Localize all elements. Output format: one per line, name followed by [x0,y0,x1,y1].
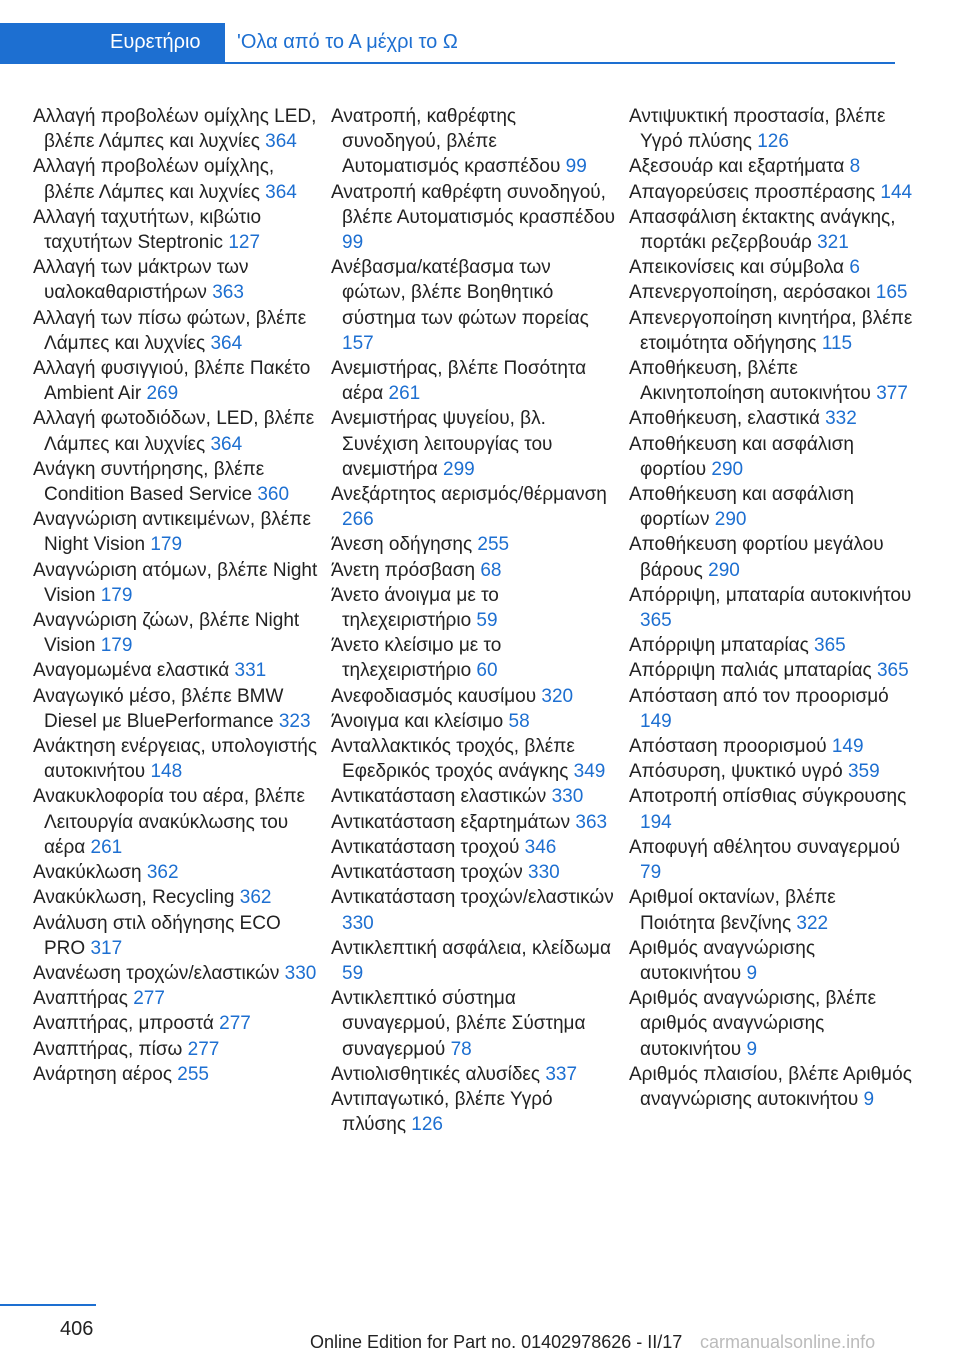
index-entry [33,684,318,734]
page-link[interactable]: 165 [875,282,908,304]
entry-text: Αντικατάσταση τροχών/ελαστικών [331,887,614,909]
entry-text: Άνοιγμα και κλείσιμο [331,710,509,732]
index-entry [331,1087,616,1137]
index-entry [629,205,914,255]
index-entry [331,532,616,557]
index-entry [629,734,914,759]
index-entry [331,936,616,986]
entry-text: Άνετο κλείσιμο με το τηλεχειριστήριο [331,635,502,682]
index-entry [629,406,914,431]
page-link[interactable]: 59 [342,962,364,984]
page-link[interactable]: 144 [880,181,913,203]
page-link[interactable]: 364 [265,131,297,153]
index-entry [629,255,914,280]
page-link[interactable]: 332 [825,408,857,430]
entry-text: Αλλαγή φυσιγγιού, βλέπε Πακέτο Ambient Air [33,358,311,405]
entry-text: Ανακύκλωση [33,862,147,884]
page-link[interactable]: 290 [708,559,740,581]
index-entry [331,180,616,256]
index-entry [331,885,616,935]
entry-text: Αλλαγή φωτοδιόδων, LED, βλέπε Λάμπες και λυχνίες [33,408,315,455]
page-link[interactable]: 261 [388,383,421,405]
page-link[interactable]: 365 [814,635,846,657]
index-entry [629,432,914,482]
index-entry [629,583,914,633]
index-entry [331,406,616,482]
index-entry [33,205,318,255]
entry-text: Αντιολισθητικές αλυσίδες [331,1063,546,1085]
page-link[interactable]: 255 [177,1063,209,1085]
page-link[interactable]: 364 [210,332,243,354]
index-entry [33,1062,318,1087]
index-entry [33,306,318,356]
page-link[interactable]: 364 [210,433,243,455]
entry-text: Ανεμιστήρας ψυγείου, βλ. Συνέχιση λειτουργίας του ανεμιστήρα [331,408,553,480]
entry-text: Αποτροπή οπίσθιας σύγκρουσης [629,786,907,808]
page-link[interactable]: 290 [714,509,747,531]
page-link[interactable]: 9 [746,1038,758,1060]
page-link[interactable]: 299 [443,458,475,480]
page-link[interactable]: 330 [551,786,584,808]
page-link[interactable]: 330 [528,862,560,884]
footer-rule [0,1304,96,1306]
page-link[interactable]: 330 [284,962,317,984]
page-link[interactable]: 365 [640,610,672,632]
index-entry [629,684,914,734]
page-link[interactable]: 126 [757,131,789,153]
index-entry [331,684,616,709]
page-link[interactable]: 179 [100,584,133,606]
entry-text: Αντικατάσταση τροχού [331,836,525,858]
page-link[interactable]: 179 [100,635,133,657]
entry-text: Ανάλυση στιλ οδήγησης ECO PRO [33,912,281,959]
page-link[interactable]: 9 [746,962,758,984]
index-entry [331,1062,616,1087]
entry-text: Αναπτήρας, πίσω [33,1038,188,1060]
entry-text: Απόσυρση, ψυκτικό υγρό [629,761,848,783]
edition-note: Online Edition for Part no. 01402978626 - II/17 [310,1332,683,1352]
page-link[interactable]: 269 [146,383,179,405]
page-link[interactable]: 277 [187,1038,220,1060]
entry-text: Απασφάλιση έκτακτης ανάγκης, πορτάκι ρεζερβουάρ [629,206,896,254]
entry-text: Ανακύκλωση, Recycling [33,887,240,909]
page-link[interactable]: 9 [863,1088,875,1110]
watermark: carmanualsonline.info [700,1332,876,1352]
page-link[interactable]: 320 [541,685,574,707]
page-link[interactable]: 149 [831,736,864,758]
index-entry [33,507,318,557]
entry-text: Αναγνώριση ζώων, βλέπε Night Vision [33,610,300,657]
page-link[interactable]: 331 [234,660,267,682]
entry-text: Άνετη πρόσβαση [331,559,481,581]
index-entry [33,457,318,507]
index-entry [629,759,914,784]
entry-text: Ανανέωση τροχών/ελαστικών [33,962,285,984]
entry-text: Αλλαγή των πίσω φώτων, βλέπε Λάμπες και λυχνίες [33,307,307,354]
index-entry [629,356,914,406]
entry-text: Άνετο άνοιγμα με το τηλεχειριστήριο [331,584,499,632]
index-entry [629,154,914,179]
index-entry [629,104,914,154]
index-entry [629,885,914,935]
entry-text: Απεικονίσεις και σύμβολα [629,257,850,279]
index-entry [629,633,914,658]
index-entry [331,633,616,683]
entry-text: Αναγνώριση αντικειμένων, βλέπε Night Vision [33,509,311,556]
index-entry [33,734,318,784]
index-entry [629,482,914,532]
index-entry [33,658,318,683]
index-entry [331,784,616,809]
entry-text: Αλλαγή προβολέων ομίχλης LED, βλέπε Λάμπες και λυχνίες [33,106,317,153]
index-entry [629,835,914,885]
page-link[interactable]: 266 [342,509,374,531]
entry-text: Αριθμός πλαισίου, βλέπε Αριθμός αναγνώρισης αυτοκινήτου [629,1063,912,1110]
page-link[interactable]: 346 [524,836,557,858]
entry-text: Αναπτήρας [33,988,134,1010]
page-link[interactable]: 317 [90,937,123,959]
entry-text: Ανέβασμα/κατέβασμα των φώτων, βλέπε Βοηθητικό σύστημα των φώτων πορείας [331,257,589,329]
page-link[interactable]: 337 [545,1063,578,1085]
entry-text: Απόρριψη παλιάς μπαταρίας [629,660,877,682]
page-link[interactable]: 99 [565,156,587,178]
entry-text: Αναγομωμένα ελαστικά [33,660,235,682]
entry-text: Αλλαγή προβολέων ομίχλης, βλέπε Λάμπες και λυχνίες [33,156,275,203]
page-link[interactable]: 349 [573,761,606,783]
page-link[interactable]: 148 [150,761,183,783]
entry-text: Απόσταση από τον προορισμό [629,685,889,707]
index-entry [33,911,318,961]
entry-text: Αντιψυκτική προστασία, βλέπε Υγρό πλύσης [629,106,886,153]
entry-text: Αντικατάσταση ελαστικών [331,786,552,808]
index-entry [331,734,616,784]
entry-text: Απόσταση προορισμού [629,736,832,758]
page-link[interactable]: 149 [640,710,672,732]
index-entry [331,104,616,180]
page-link[interactable]: 359 [847,761,880,783]
page-link[interactable]: 255 [477,534,510,556]
index-entry [33,104,318,154]
index-entry [629,180,914,205]
index-column-1 [33,104,318,1087]
page-link[interactable]: 157 [342,332,374,354]
entry-text: Αριθμοί οκτανίων, βλέπε Ποιότητα βενζίνης [629,887,836,934]
tab-index[interactable]: Ευρετήριο [0,23,225,62]
index-entry [33,1037,318,1062]
entry-text: Απενεργοποίηση κινητήρα, βλέπε ετοιμότητα οδήγησης [629,307,913,354]
index-column-3 [629,104,914,1112]
entry-text: Αποφυγή αθέλητου συναγερμού [629,836,900,858]
page-link[interactable]: 79 [640,862,662,884]
index-entry [33,255,318,305]
index-entry [331,255,616,356]
index-entry [33,1011,318,1036]
index-entry [629,1062,914,1112]
entry-text: Αντικλεπτικό σύστημα συναγερμού, βλέπε Σύστημα συναγερμού [331,988,586,1060]
entry-text: Αλλαγή ταχυτήτων, κιβώτιο ταχυτήτων Steptronic [33,206,262,254]
entry-text: Αξεσουάρ και εξαρτήματα [629,156,850,178]
page-link[interactable]: 194 [640,811,672,833]
page-link[interactable]: 179 [150,534,183,556]
entry-text: Απαγορεύσεις προσπέρασης [629,181,881,203]
page-link[interactable]: 58 [508,710,530,732]
page-link[interactable]: 115 [821,332,853,354]
entry-text: Ανατροπή, καθρέφτης συνοδηγού, βλέπε Αυτοματισμός κρασπέδου [331,106,566,178]
index-entry [33,860,318,885]
page-link[interactable]: 277 [219,1013,251,1035]
index-entry [629,986,914,1062]
page-link[interactable]: 377 [876,383,908,405]
index-entry [33,558,318,608]
tab-section[interactable]: 'Ολα από το Α μέχρι το Ω [237,31,458,53]
page-link[interactable]: 126 [411,1114,443,1136]
header-bar [0,0,895,64]
index-entry [331,709,616,734]
index-column-2 [331,104,616,1137]
entry-text: Άνεση οδήγησης [331,534,478,556]
entry-text: Αντικατάσταση τροχών [331,862,528,884]
index-entry [33,608,318,658]
entry-text: Ανάρτηση αέρος [33,1063,178,1085]
index-entry [33,784,318,860]
page-link[interactable]: 59 [476,610,498,632]
page-link[interactable]: 8 [849,156,861,178]
page-link[interactable]: 363 [212,282,244,304]
index-entry [33,961,318,986]
index-entry [33,986,318,1011]
entry-text: Αποθήκευση, βλέπε Ακινητοποίηση αυτοκινήτου [629,358,877,405]
entry-text: Απενεργοποίηση, αερόσακοι [629,282,876,304]
entry-text: Ανεμιστήρας, βλέπε Ποσότητα αέρα [331,358,587,405]
page-link[interactable]: 68 [480,559,502,581]
entry-text: Αριθμός αναγνώρισης αυτοκινήτου [629,937,816,984]
page-link[interactable]: 365 [876,660,909,682]
entry-text: Ανάκτηση ενέργειας, υπολογιστής αυτοκινήτου [33,736,317,783]
page-number: 406 [60,1318,94,1340]
page-link[interactable]: 290 [711,458,744,480]
entry-text: Ανεφοδιασμός καυσίμου [331,685,542,707]
entry-text: Αντιπαγωτικό, βλέπε Υγρό πλύσης [331,1088,553,1136]
entry-text: Ανατροπή καθρέφτη συνοδηγού, βλέπε Αυτοματισμός κρασπέδου [331,181,616,228]
entry-text: Αναγνώριση ατόμων, βλέπε Night Vision [33,559,318,606]
page-link[interactable]: 362 [239,887,272,909]
page-link[interactable]: 321 [817,232,849,254]
index-entry [331,810,616,835]
index-entry [331,860,616,885]
index-entry [331,986,616,1062]
index-entry [331,558,616,583]
index-entry [629,784,914,834]
page-link[interactable]: 78 [450,1038,472,1060]
page-link[interactable]: 363 [575,811,608,833]
index-entry [629,280,914,305]
entry-text: Απόρριψη μπαταρίας [629,635,815,657]
index-entry [629,658,914,683]
entry-text: Ανακυκλοφορία του αέρα, βλέπε Λειτουργία ανακύκλωσης του αέρα [33,786,305,858]
page-link[interactable]: 6 [849,257,860,279]
entry-text: Αποθήκευση, ελαστικά [629,408,826,430]
entry-text: Αναπτήρας, μπροστά [33,1013,220,1035]
entry-text: Αριθμός αναγνώρισης, βλέπε αριθμός αναγνώρισης αυτοκινήτου [629,988,877,1060]
entry-text: Απόρριψη, μπαταρία αυτοκινήτου [629,584,912,606]
index-entry [629,532,914,582]
index-entry [629,306,914,356]
index-entry [33,406,318,456]
index-entry [331,835,616,860]
entry-text: Αποθήκευση και ασφάλιση φορτίων [629,484,854,531]
entry-text: Αποθήκευση φορτίου μεγάλου βάρους [629,534,884,581]
entry-text: Αποθήκευση και ασφάλιση φορτίου [629,433,854,480]
page-link[interactable]: 99 [342,232,364,254]
entry-text: Ανεξάρτητος αερισμός/θέρμανση [331,484,607,506]
entry-text: Αντικατάσταση εξαρτημάτων [331,811,576,833]
page-link[interactable]: 127 [228,232,261,254]
entry-text: Αντικλεπτική ασφάλεια, κλείδωμα [331,937,611,959]
entry-text: Ανταλλακτικός τροχός, βλέπε Εφεδρικός τροχός ανάγκης [331,736,575,783]
page-link[interactable]: 330 [342,912,374,934]
index-entry [331,583,616,633]
entry-text: Αλλαγή των μάκτρων των υαλοκαθαριστήρων [33,257,249,304]
index-entry [629,936,914,986]
page-link[interactable]: 360 [257,484,290,506]
entry-text: Αναγωγικό μέσο, βλέπε BMW Diesel με BluePerformance [33,685,284,732]
index-entry [331,356,616,406]
page-link[interactable]: 364 [265,181,297,203]
index-entry [33,885,318,910]
page-link[interactable]: 322 [796,912,829,934]
index-entry [33,154,318,204]
page-link[interactable]: 60 [476,660,498,682]
index-entry [33,356,318,406]
page-link[interactable]: 277 [133,988,165,1010]
index-entry [331,482,616,532]
entry-text: Ανάγκη συντήρησης, βλέπε Condition Based Service [33,458,265,506]
page-link[interactable]: 323 [278,710,311,732]
page-link[interactable]: 362 [146,862,179,884]
page-link[interactable]: 261 [90,836,123,858]
